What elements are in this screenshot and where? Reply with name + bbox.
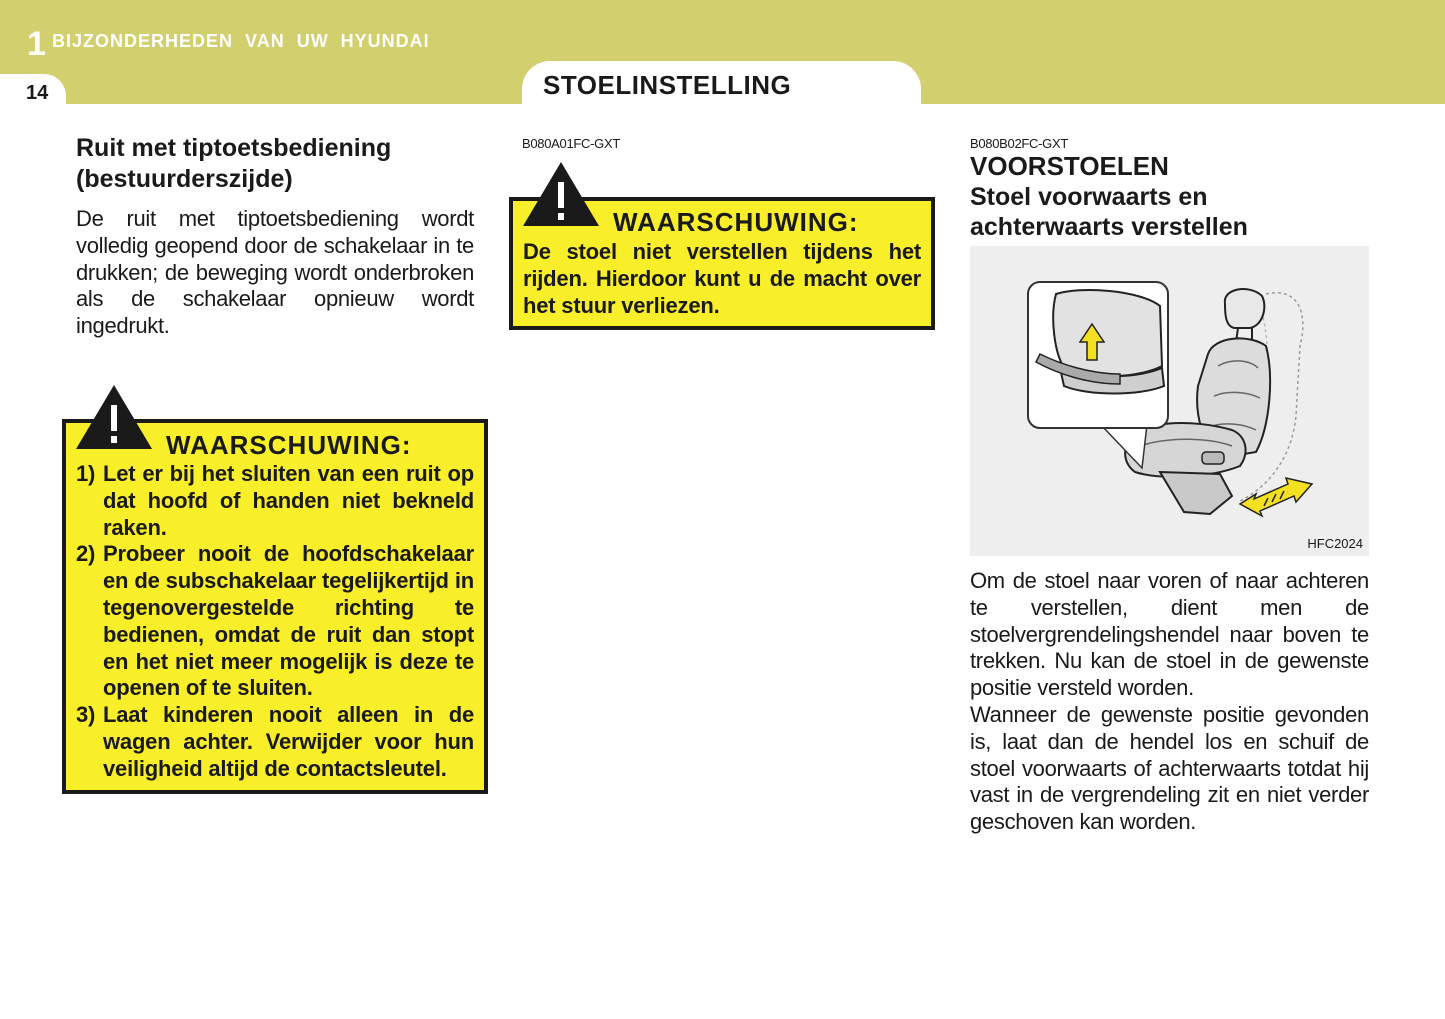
warning-item-number: 3) <box>76 702 96 728</box>
warning-item-number: 2) <box>76 541 96 567</box>
warning-triangle-icon <box>74 383 154 451</box>
section-title: STOELINSTELLING <box>543 70 792 100</box>
warning-triangle-icon <box>521 160 601 228</box>
left-warning-title: WAARSCHUWING: <box>166 430 412 460</box>
seat-illustration <box>970 246 1369 556</box>
right-subheading-line1: Stoel voorwaarts en <box>970 183 1208 211</box>
warning-item-text: Laat kinderen nooit alleen in de wagen achter. Verwijder voor hun veiligheid altijd de contactsleutel. <box>103 702 474 781</box>
right-body-text <box>970 568 1369 836</box>
middle-warning-text: De stoel niet verstellen tijdens het rijden. Hierdoor kunt u de macht over het stuur verliezen. <box>523 239 921 318</box>
left-heading <box>76 133 476 195</box>
warning-item <box>76 541 474 702</box>
chapter-title: BIJZONDERHEDEN VAN UW HYUNDAI <box>52 31 430 51</box>
right-body-paragraph-1: Om de stoel naar voren of naar achteren te verstellen, dient men de stoelvergrendelingshendel naar boven te trekken. Nu kan de stoel in de gewenste positie versteld worden. <box>970 568 1369 701</box>
warning-item <box>76 461 474 541</box>
warning-item-text: Let er bij het sluiten van een ruit op dat hoofd of handen niet bekneld raken. <box>103 461 474 540</box>
right-subheading-line2: achterwaarts verstellen <box>970 213 1248 241</box>
right-subheading <box>970 182 1370 242</box>
warning-item-number: 1) <box>76 461 96 486</box>
left-body-text: De ruit met tiptoetsbediening wordt volledig geopend door de schakelaar in te drukken; de beweging wordt onderbroken als de schakelaar opnieuw wordt ingedrukt. <box>76 206 474 339</box>
left-heading-line2: (bestuurderszijde) <box>76 165 293 193</box>
left-heading-line1: Ruit met tiptoetsbediening <box>76 134 392 162</box>
right-heading: VOORSTOELEN <box>970 151 1169 181</box>
right-section-code: B080B02FC-GXT <box>970 136 1068 151</box>
warning-item <box>76 702 474 782</box>
warning-item-text: Probeer nooit de hoofdschakelaar en de subschakelaar tegelijkertijd in tegenovergestelde richting te bedienen, omdat de ruit dan stopt en het niet meer mogelijk is deze te openen of te sluiten. <box>103 541 474 701</box>
middle-warning-title: WAARSCHUWING: <box>613 207 859 237</box>
chapter-number: 1 <box>27 25 46 63</box>
right-body-paragraph-2: Wanneer de gewenste positie gevonden is, laat dan de hendel los en schuif de stoel voorwaarts of achterwaarts totdat hij vast in de vergrendeling zit en niet verder geschoven kan worden. <box>970 701 1369 835</box>
figure-caption: HFC2024 <box>1307 536 1363 551</box>
left-warning-list <box>76 461 474 783</box>
page-number: 14 <box>26 82 49 104</box>
seat-adjustment-figure <box>970 246 1369 556</box>
middle-section-code: B080A01FC-GXT <box>522 136 620 151</box>
